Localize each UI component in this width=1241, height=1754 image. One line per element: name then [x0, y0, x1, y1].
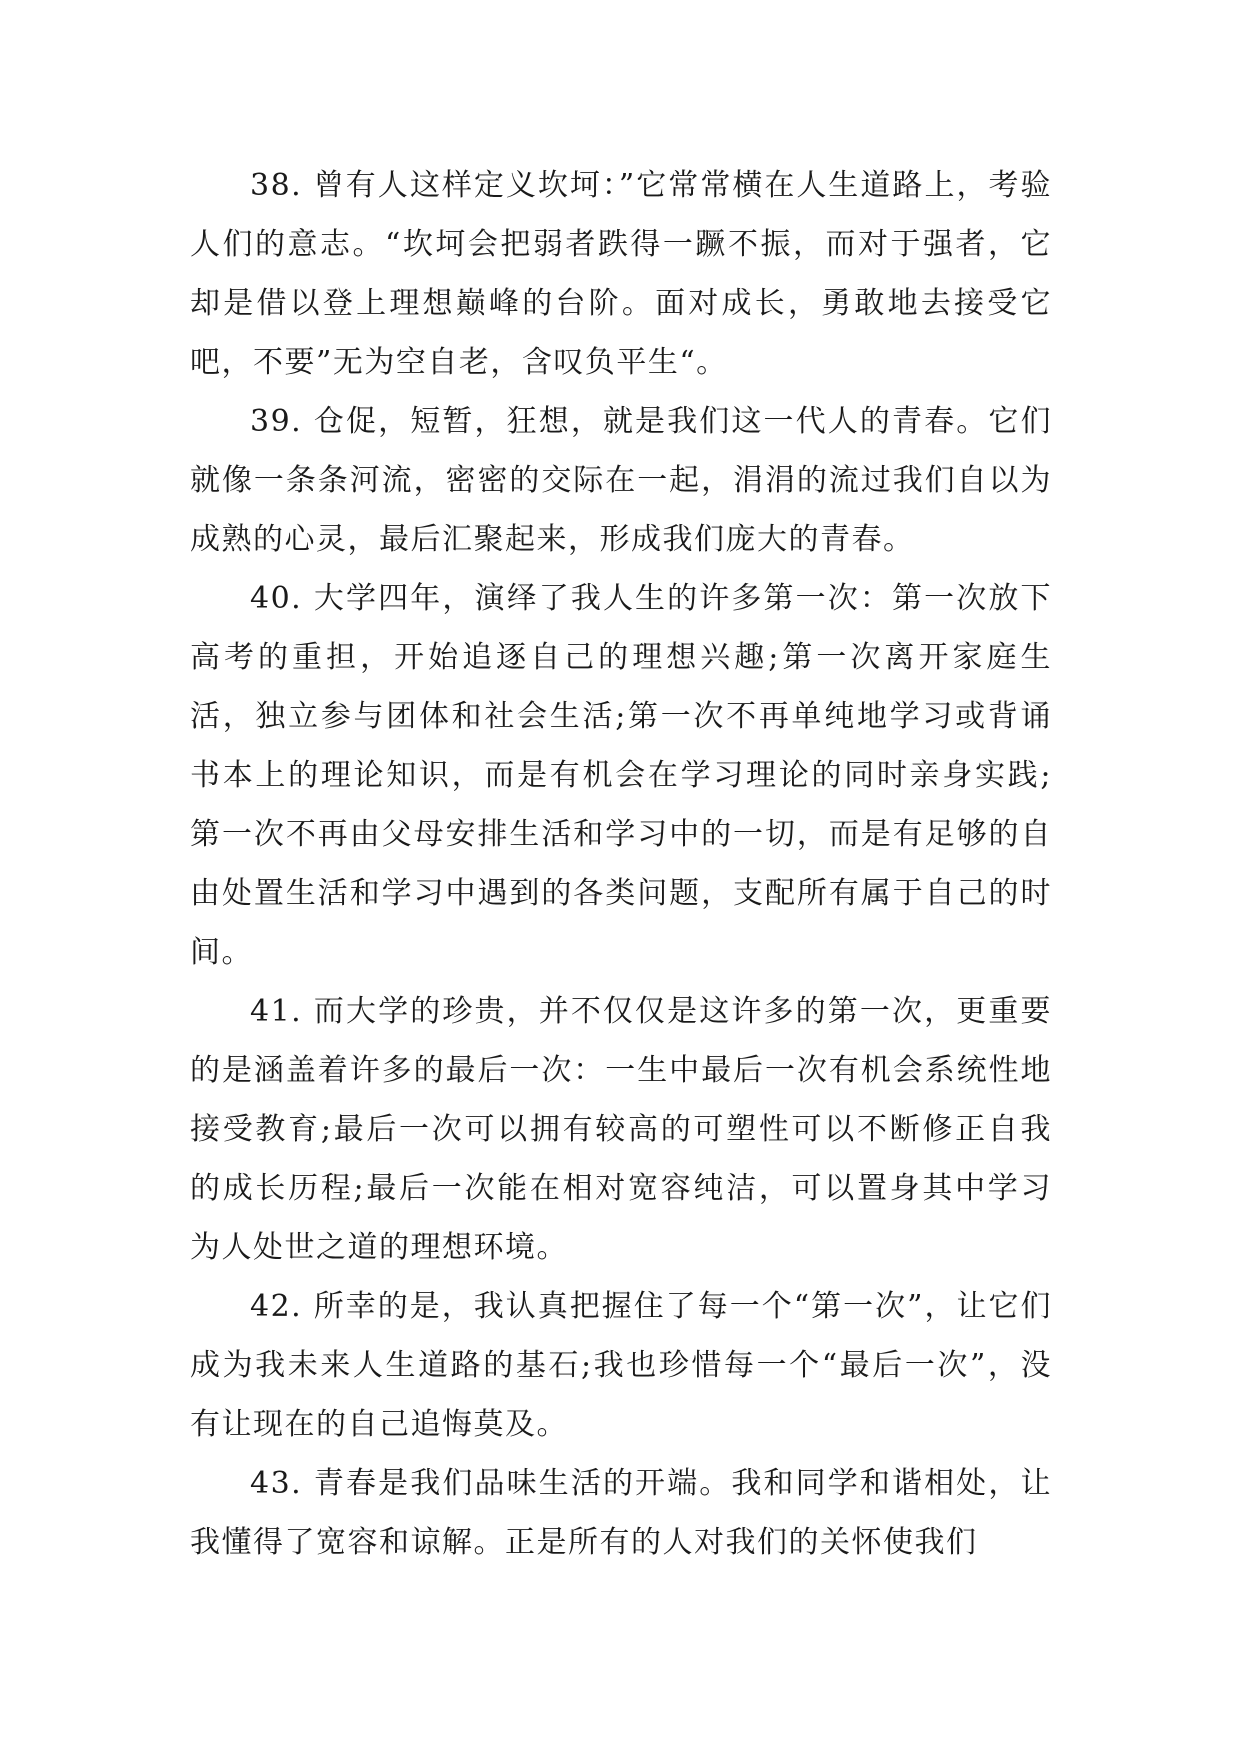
paragraph-42: 42. 所幸的是，我认真把握住了每一个“第一次”，让它们成为我未来人生道路的基石;我也珍惜每一个“最后一次”，没有让现在的自己追悔莫及。 [190, 1289, 1052, 1442]
paragraph-38: 38. 曾有人这样定义坎坷：”它常常横在人生道路上，考验人们的意志。“坎坷会把弱者跌得一蹶不振，而对于强者，它却是借以登上理想巅峰的台阶。面对成长，勇敢地去接受它吧，不要”无为空自老，含叹负平生“。 [190, 168, 1052, 380]
paragraph-41: 41. 而大学的珍贵，并不仅仅是这许多的第一次，更重要的是涵盖着许多的最后一次：一生中最后一次有机会系统性地接受教育;最后一次可以拥有较高的可塑性可以不断修正自我的成长历程;最后一次能在相对宽容纯洁，可以置身其中学习为人处世之道的理想环境。 [190, 994, 1052, 1265]
paragraph-39: 39. 仓促，短暂，狂想，就是我们这一代人的青春。它们就像一条条河流，密密的交际在一起，涓涓的流过我们自以为成熟的心灵，最后汇聚起来，形成我们庞大的青春。 [190, 404, 1052, 557]
document-body [190, 156, 1052, 1572]
paragraph-43: 43. 青春是我们品味生活的开端。我和同学和谐相处，让我懂得了宽容和谅解。正是所有的人对我们的关怀使我们 [190, 1466, 1052, 1560]
paragraph-40: 40. 大学四年，演绎了我人生的许多第一次：第一次放下高考的重担，开始追逐自己的理想兴趣;第一次离开家庭生活，独立参与团体和社会生活;第一次不再单纯地学习或背诵书本上的理论知识，而是有机会在学习理论的同时亲身实践;第一次不再由父母安排生活和学习中的一切，而是有足够的自由处置生活和学习中遇到的各类问题，支配所有属于自己的时间。 [190, 581, 1052, 970]
